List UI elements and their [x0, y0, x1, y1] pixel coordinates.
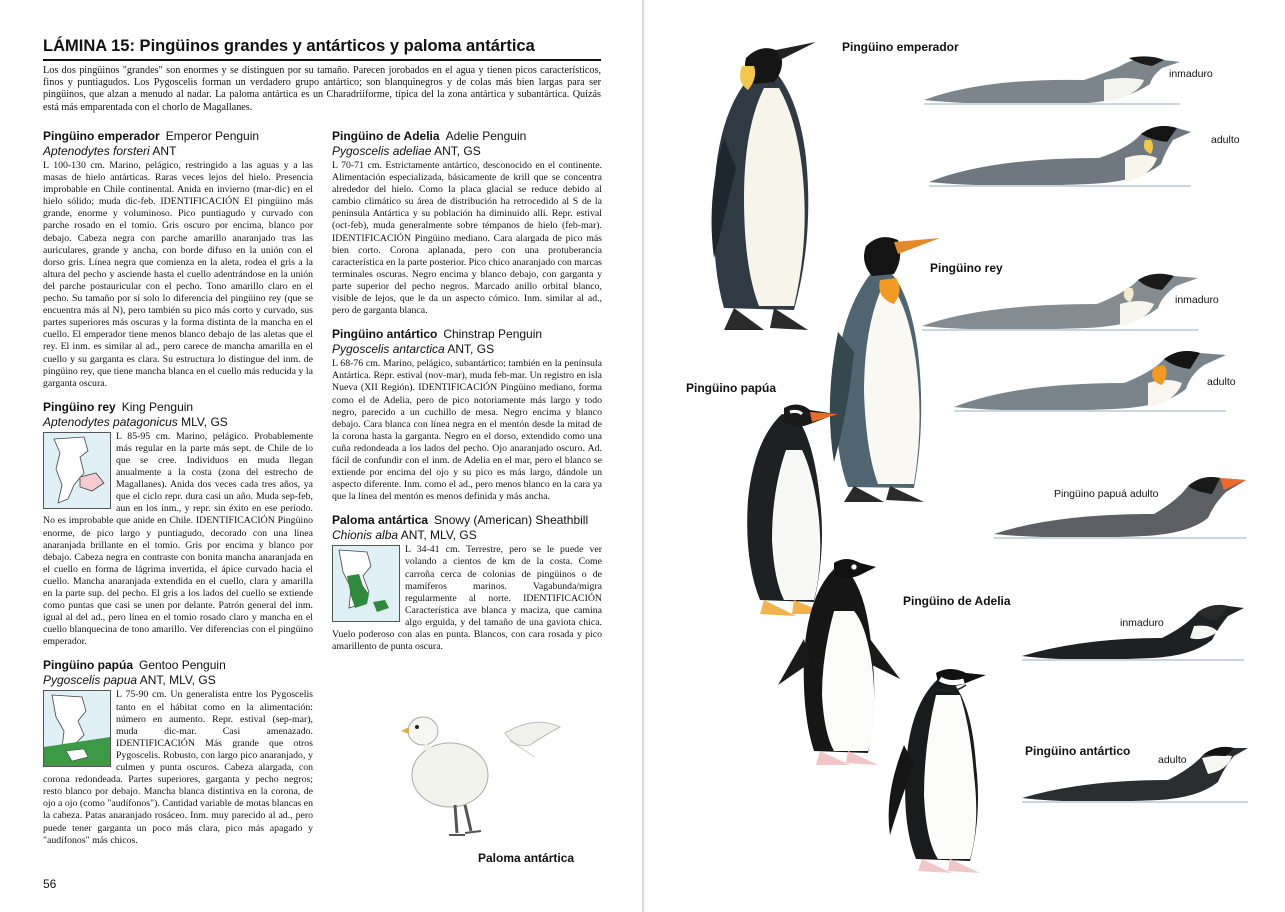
text-column-1 [43, 129, 313, 857]
scientific-name: Pygoscelis antarctica [332, 342, 445, 357]
species-heading [43, 658, 313, 673]
species-heading [332, 327, 602, 342]
region-codes: MLV, GS [181, 414, 228, 429]
species-scientific-line [43, 673, 313, 688]
species-entry-king [43, 400, 313, 649]
adelie-penguin-swimming-immature [1022, 598, 1247, 664]
species-scientific-line [43, 415, 313, 430]
species-name-es: Paloma antártica [332, 513, 429, 528]
figure-label-adult: adulto [1211, 134, 1240, 146]
species-entry-gentoo [43, 658, 313, 846]
species-name-en: Adelie Penguin [445, 129, 527, 143]
sheathbill-illustration [395, 705, 575, 845]
scientific-name: Aptenodytes forsteri [43, 144, 150, 158]
gentoo-penguin-swimming-adult [994, 470, 1249, 542]
region-codes: ANT, GS [434, 144, 481, 158]
scientific-name: Chionis alba [332, 528, 399, 543]
species-name-en: Snowy (American) Sheathbill [434, 513, 589, 528]
figure-label-adult: adulto [1158, 754, 1187, 766]
species-text: L 34-41 cm. Terrestre, pero se le puede ver volando a cientos de km de la costa. Come carroña cerca de colonias de pingüinos o de mamíferos marinos. Vagabunda/migra regularmente al norte. IDENTIFICACIÓN Característica ave blanca y maciza, que camina algo erguida, y del tamaño de una gaviota chica. Vuelo poderoso con alas en punta. Blancos, con cara rosada y pico amarillento de punta oscura. [332, 544, 602, 653]
left-page [0, 0, 642, 912]
figure-label-emperor: Pingüino emperador [842, 40, 959, 54]
species-entry-chinstrap [332, 327, 602, 503]
figure-label-immature: inmaduro [1175, 294, 1219, 306]
species-name-en: King Penguin [121, 399, 194, 414]
text-column-2 [332, 129, 602, 663]
species-name-en: Emperor Penguin [165, 129, 260, 143]
right-page-illustrations [644, 0, 1285, 912]
region-codes: ANT, MLV, GS [400, 528, 477, 543]
emperor-penguin-swimming-adult [929, 118, 1194, 190]
scientific-name: Pygoscelis adeliae [332, 144, 432, 158]
distribution-map-gentoo [43, 690, 111, 767]
species-text: L 70-71 cm. Estrictamente antártico, desconocido en el continente. Alimentación especializada, básicamente de krill que se concentra alrededor del hielo. Como la placa glacial se reduce debido al cambio climático su área de distribución ha retrocedido al S de la península Antártica y su población ha diminuido allí. Repr. estival (oct-feb), muda generalmente sobre témpanos de hielo (feb-mar). IDENTIFICACIÓN Pingüino mediano. Cara alargada de pico más bien corto. Corona aplanada, pero con una protuberancia característica en la parte posterior. Pico chico anaranjado con marcas terminales oscuras. Negro encima y blanco debajo, con garganta y parte superior del pecho negros. Marcado anillo orbital blanco, visible de lejos, que le da un aspecto cómico. Inm. similar al ad., pero de garganta blanca. [332, 160, 602, 317]
figure-label-adult: adulto [1207, 376, 1236, 388]
species-text: L 100-130 cm. Marino, pelágico, restringido a las aguas y a las masas de hielo antárticas. Raras veces lejos del hielo. Presencia improbable en Chile continental. Anida en invierno (mar-dic) en el hielo sólido; muda dic-feb. IDENTIFICACIÓN El pingüino más grande, enorme y voluminoso. Pico puntiagudo y curvado con parche rosado en el tomio. Gris oscuro por encima, blanco por debajo. Cabeza negra con parche amarillo anaranjado tras las auriculares, grande y ancha, con borde difuso en la unión con el dorso gris. Línea negra que comienza en la aleta, rodea el gris a la altura del pecho y asciende hasta el cuello adentrándose en la unión del parche postauricular con el pecho. Tono amarillo claro en el pecho. Su tamaño por sí solo lo diferencia del pingüino rey (que se encuentra más al N), pero también su pico más corto y curvado, sus partes superiores más oscuras y la forma distinta de la mancha en el cuello. El emperador tiene menos blanco debajo de las aletas que el rey. El inm. es similar al ad., pero carece de mancha amarilla en el cuello y su garganta es clara. Su estructura lo distingue del inm. de pingüino rey, que tiene mancha blanca en el cuello más reducida y la garganta oscura. [43, 160, 313, 389]
species-heading [332, 129, 602, 144]
species-text: L 68-76 cm. Marino, pelágico, subantártico; también en la península Antártica. Repr. estival (nov-mar), muda feb-mar. Un registro en isla Nueva (XII Región). IDENTIFICACIÓN Pingüino mediano, forma como el de Adelia, pero de pico notoriamente más largo y todo negro, parecido a un cuchillo de mesa. Negro encima y blanco debajo. Cara blanca con línea negra en el mentón desde la mitad de la corona hasta la garganta. Negro en el dorso, extendido como una cuña redondeada a los lados del pecho. Ojo anaranjado oscuro. Ad. fácil de confundir con el inm. de Adelia en el mar, pero el blanco se extiende por encima del ojo y su pico es más largo, dándole un aspecto diferente. Inm. como el ad., pero menos blanco en la cara ya que la línea del mentón es menos definida y más ancha. [332, 358, 602, 503]
species-heading [43, 400, 313, 415]
figure-label-chinstrap: Pingüino antártico [1025, 744, 1131, 758]
chinstrap-penguin-standing [880, 665, 1010, 877]
figure-label-king: Pingüino rey [930, 261, 1003, 275]
species-scientific-line [43, 144, 313, 159]
figure-label-immature: inmaduro [1169, 68, 1213, 80]
species-name-en: Gentoo Penguin [139, 658, 226, 673]
region-codes: ANT, GS [447, 342, 495, 357]
region-codes: ANT, MLV, GS [139, 673, 216, 688]
distribution-map-sheathbill [332, 545, 400, 622]
chinstrap-penguin-swimming-adult [1022, 738, 1250, 806]
figure-label-adelie: Pingüino de Adelia [903, 594, 1011, 608]
species-scientific-line [332, 342, 602, 357]
scientific-name: Aptenodytes patagonicus [43, 414, 178, 429]
figure-label-gentoo-adult: Pingüino papuá adulto [1054, 488, 1159, 500]
species-name-es: Pingüino rey [43, 399, 116, 414]
species-name-es: Pingüino antártico [332, 327, 438, 342]
plate-title: LÁMINA 15: Pingüinos grandes y antárticos y paloma antártica [43, 37, 601, 61]
species-entry-sheathbill [332, 513, 602, 653]
figure-label-immature: inmaduro [1120, 617, 1164, 629]
species-entry-adelie [332, 129, 602, 317]
species-name-es: Pingüino de Adelia [332, 129, 440, 143]
species-heading [43, 129, 313, 144]
figure-label-sheathbill: Paloma antártica [478, 851, 575, 865]
king-penguin-swimming-immature [922, 268, 1202, 334]
species-heading [332, 513, 602, 528]
figure-label-gentoo: Pingüino papúa [686, 381, 776, 395]
species-name-es: Pingüino papúa [43, 658, 133, 673]
region-codes: ANT [152, 144, 177, 158]
scientific-name: Pygoscelis papua [43, 673, 138, 688]
species-text: L 85-95 cm. Marino, pelágico. Probablemente más regular en la parte más sept. de Chile de lo que se cree. Individuos en muda llegan anualmente a la costa (zona del estrecho de Magallanes). Anida dos veces cada tres años, ya que el ciclo repr. dura casi un año. Muda sep-feb, aun en los inm., y repr. sin éxito en ese período. No es improbable que anide en Chile. IDENTIFICACIÓN Pingüino enorme, de pico largo y puntiagudo, decorado con una línea anaranjada brillante en el tomio. Gris por encima y blanco por debajo. Cabeza negra en contraste con bonita mancha anaranjada en el cuello en forma de lágrima invertida, el ápice curvado hacia el cuello. Mancha anaranjada extendida en el cuello, clara y amarilla en la parte sup. del pecho. El gris a los lados del cuello se extiende como puntas que casi se unen por delante. Patrón general del inm. igual al del ad., pero línea en el tomio rosado claro y mancha en el cuello blanquecina de tono amarillo. Ver diferencias con el pingüino emperador. [43, 430, 313, 648]
king-penguin-swimming-adult [954, 345, 1229, 415]
species-name-es: Pingüino emperador [43, 129, 160, 143]
species-scientific-line [332, 528, 602, 543]
species-scientific-line [332, 144, 602, 159]
distribution-map-king [43, 432, 111, 509]
species-entry-emperor [43, 129, 313, 390]
plate-intro: Los dos pingüinos "grandes" son enormes y se distinguen por su tamaño. Parecen jorobados en el agua y tienen picos característicos, finos y puntiagudos. Los Pygoscelis forman un verdadero grupo antártico; son blanquinegros y de colas más bien largas para ser pingüinos, que alzan a menudo al nadar. La paloma antártica es un Charadriiforme, típica del la zona antártica y subantártica. Quizás está más emparentada con el chorlo de Magallanes. [43, 65, 601, 113]
emperor-penguin-standing [684, 38, 834, 338]
page-number: 56 [43, 877, 57, 891]
species-text: L 75-90 cm. Un generalista entre los Pygoscelis tanto en el hábitat como en la alimentación: número en aumento. Repr. estival (sep-mar), muda dic-mar. Casi amenazado. IDENTIFICACIÓN Más grande que otros Pygoscelis. Robusto, con largo pico anaranjado, y culmen y punta oscuros. Cabeza alargada, con corona redondeada. Partes superiores, garganta y pecho negros; resto blanco por debajo. Mancha blanca distintiva en la corona, de ojo a ojo (como "audífonos"). Cantidad variable de motas blancas en la cabeza. Patas anaranjado rosáceo. Inm. muy parecido al ad., pero puede tener garganta un poco más clara, pico más apagado y "audífonos" más chicos. [43, 689, 313, 846]
emperor-penguin-swimming-immature [924, 50, 1184, 110]
species-name-en: Chinstrap Penguin [443, 327, 543, 342]
